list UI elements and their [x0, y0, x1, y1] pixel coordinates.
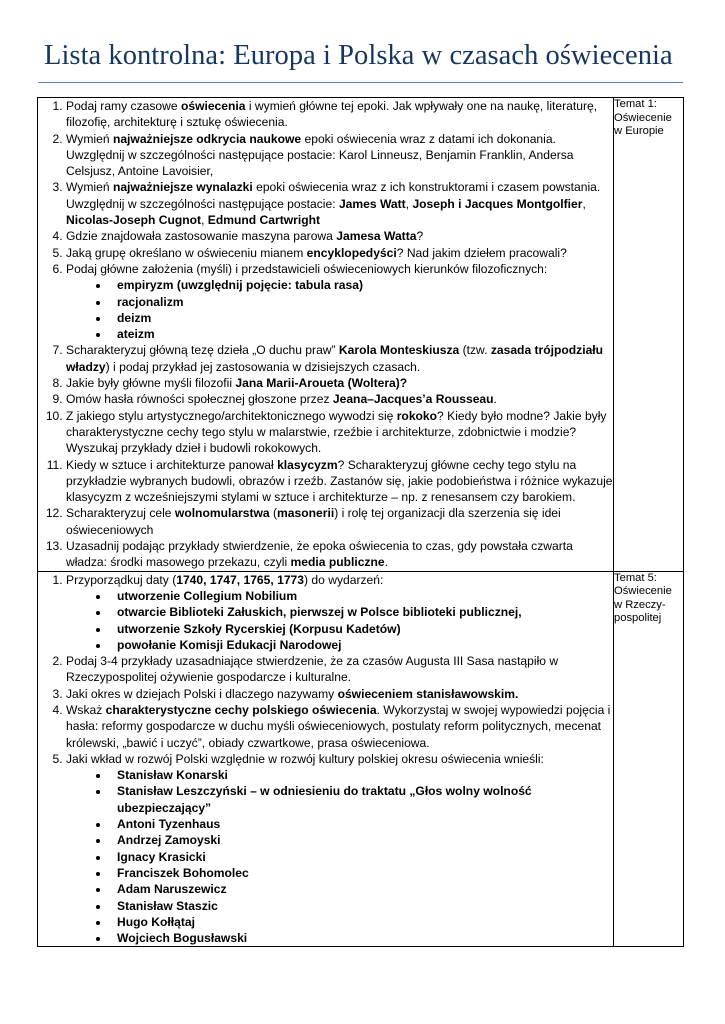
text-run: ,: [405, 196, 413, 211]
question-item: [66, 686, 613, 702]
bold-text: Jana Marii-Aroueta (Woltera)?: [235, 376, 408, 391]
text-run: Scharakteryzuj cele: [66, 506, 175, 521]
text-run: Jakie były główne myśli filozofii: [66, 376, 236, 391]
bullet-list: [66, 767, 613, 946]
question-item: [66, 408, 613, 457]
topic-line: pospolitej: [614, 612, 662, 625]
bold-text: Stanisław Konarski: [117, 768, 228, 783]
question-item: [66, 653, 613, 686]
question-item: [66, 98, 613, 131]
bold-text: Andrzej Zamoyski: [117, 833, 221, 848]
question-item: [66, 391, 613, 407]
bullet-item: [110, 277, 613, 293]
bold-text: Jeana–Jacques’a Rousseau: [332, 392, 494, 407]
text-run: Z jakiego stylu artystycznego/architektonicznego wywodzi się: [66, 408, 397, 423]
text-run: Przyporządkuj daty (: [66, 572, 177, 587]
questions-cell: [38, 98, 614, 572]
topic-cell: [614, 571, 684, 947]
bullet-list: [66, 588, 613, 653]
bold-text: Stanisław Leszczyński: [117, 784, 247, 799]
bullet-item: [110, 832, 613, 848]
page-title: Lista kontrolna: Europa i Polska w czasach oświecenia: [44, 40, 673, 71]
bold-text: James Watt: [338, 196, 406, 211]
topic-line: w Rzeczy-: [614, 598, 666, 611]
text-run: epoki oświecenia wraz z datami ich dokonania. Uwzględnij w szczególności następujące postacie: Karol Linneusz, Benjamin Franklin, Andersa Celsjusz, Antoine Lavoisier,: [66, 131, 574, 179]
bullet-item: [110, 914, 613, 930]
bold-text: Wojciech Bogusławski: [117, 931, 248, 946]
topic-line: w Europie: [614, 125, 664, 138]
topic-cell: [614, 98, 684, 572]
question-item: [66, 505, 613, 538]
text-run: ) do wydarzeń:: [304, 572, 384, 587]
text-run: (uwzględnij pojęcie: tabula rasa): [173, 278, 363, 293]
question-item: [66, 261, 613, 342]
bold-text: empiryzm: [117, 278, 174, 293]
bullet-item: [110, 816, 613, 832]
question-item: [66, 538, 613, 571]
bullet-item: [110, 783, 613, 816]
text-run: ?: [416, 229, 424, 244]
text-run: Uzasadnij podając przykłady stwierdzenie, że epoka oświecenia to czas, gdy powstała czwarta władza: środki masowego przekazu, czyli: [66, 539, 573, 570]
text-run: (: [269, 506, 278, 521]
question-item: [66, 702, 613, 751]
text-run: Jaką grupę określano w oświeceniu mianem: [66, 245, 307, 260]
question-item: [66, 245, 613, 261]
text-run: epoki oświecenia wraz z ich konstruktorami i czasem powstania. Uwzględnij w szczególności następujące postacie:: [66, 180, 601, 211]
text-run: ) i podaj przykład jej zastosowania w dzisiejszych czasach.: [105, 359, 421, 374]
text-run: Wskaż: [66, 702, 106, 717]
text-run: Podaj 3-4 przykłady uzasadniające stwierdzenie, że za czasów Augusta III Sasa nastąpiło w Rzeczypospolitej ożywienie gospodarcze i kulturalne.: [66, 654, 559, 685]
bullet-item: [110, 637, 613, 653]
bold-text: charakterystyczne cechy polskiego oświecenia: [105, 702, 377, 717]
bold-text: najważniejsze odkrycia naukowe: [112, 131, 302, 146]
topic-label: [614, 98, 683, 139]
topic-label: [614, 572, 683, 626]
bold-text: rokoko: [396, 408, 438, 423]
bullet-item: [110, 604, 613, 620]
question-list: [38, 98, 613, 571]
text-run: ? Kiedy było modne? Jakie były charakterystyczne cechy tego stylu w malarstwie, rzeźbie i architekturze, zdobnictwie i modzie? Wyszukaj przykłady dzieł i budowli rokokowych.: [66, 408, 607, 456]
title-underline: [38, 82, 683, 83]
text-run: Jaki okres w dziejach Polski i dlaczego nazywamy: [66, 686, 338, 701]
text-run: – w odniesieniu do traktatu: [246, 784, 410, 799]
text-run: Scharakteryzuj główną tezę dzieła „O duchu praw”: [66, 343, 339, 358]
text-run: ) i rolę tej organizacji dla szerzenia się idei oświeceniowych: [66, 506, 561, 537]
bold-text: Nicolas-Joseph Cugnot: [66, 213, 202, 228]
bold-text: ateizm: [117, 327, 155, 342]
text-run: Kiedy w sztuce i architekturze panował: [66, 457, 278, 472]
bold-text: racjonalizm: [117, 294, 184, 309]
topic-line: Temat 1:: [614, 98, 657, 110]
bold-text: „Głos wolny wolność ubezpieczający”: [117, 784, 532, 815]
bold-text: media publiczne: [290, 555, 385, 570]
bold-text: Franciszek Bohomolec: [117, 865, 249, 880]
bold-text: zasada trójpodziału władzy: [66, 343, 604, 374]
bold-text: najważniejsze wynalazki: [112, 180, 253, 195]
bullet-item: [110, 930, 613, 946]
bullet-item: [110, 294, 613, 310]
bullet-list: [66, 277, 613, 342]
bold-text: masonerii: [277, 506, 335, 521]
bold-text: utworzenie Collegium Nobilium: [117, 588, 298, 603]
bold-text: Karola Monteskiusza: [338, 343, 460, 358]
text-run: Wymień: [66, 180, 113, 195]
question-item: [66, 228, 613, 244]
text-run: Podaj ramy czasowe: [66, 99, 181, 113]
bold-text: oświecenia: [180, 99, 246, 113]
question-item: [66, 572, 613, 653]
bold-text: deizm: [117, 310, 152, 325]
question-item: [66, 342, 613, 375]
question-item: [66, 179, 613, 228]
bullet-item: [110, 310, 613, 326]
topic-line: Oświecenie: [614, 585, 672, 598]
bold-text: encyklopedyści: [306, 245, 397, 260]
bold-text: Hugo Kołłątaj: [117, 914, 195, 929]
text-run: i wymień główne tej epoki. Jak wpływały one na naukę, literaturę, filozofię, architekturę i sztukę oświecenia.: [66, 99, 598, 130]
bold-text: Antoni Tyzenhaus: [117, 817, 221, 832]
bullet-item: [110, 898, 613, 914]
bold-text: Adam Naruszewicz: [117, 882, 227, 897]
topic-line: Temat 5:: [614, 571, 657, 584]
text-run: ? Scharakteryzuj główne cechy tego stylu na przykładzie wybranych budowli, obrazów i rzeźb. Zastanów się, jakie podobieństwa i różnice wykazuje klasycyzm z wcześniejszymi stylami w sztuce i architekturze – np. z renesansem czy barokiem.: [66, 457, 613, 505]
bullet-item: [110, 588, 613, 604]
text-run: ,: [582, 196, 586, 211]
text-run: (tzw.: [459, 343, 491, 358]
question-item: [66, 375, 613, 391]
bold-text: powołanie Komisji Edukacji Narodowej: [117, 637, 342, 652]
bold-text: Jamesa Watta: [336, 229, 417, 244]
text-run: . Wykorzystaj w swojej wypowiedzi pojęcia i hasła: reformy gospodarcze w duchu myśli oświeceniowych, postulaty reform politycznych, mecenat królewski, „bawić i uczyć”, obiady czwartkowe, prasa oświeceniowa.: [66, 702, 611, 750]
topic-line: Oświecenie: [614, 111, 672, 124]
text-run: Gdzie znajdowała zastosowanie maszyna parowa: [66, 229, 337, 244]
bullet-item: [110, 881, 613, 897]
checklist-table: [37, 97, 684, 947]
bold-text: otwarcie Biblioteki Załuskich, pierwszej w Polsce biblioteki publicznej,: [117, 605, 522, 620]
bold-text: Joseph i Jacques Montgolfier: [412, 196, 583, 211]
text-run: .: [384, 555, 388, 570]
section-row: [38, 98, 684, 572]
question-item: [66, 131, 613, 180]
question-list: [38, 572, 613, 947]
questions-cell: [38, 571, 614, 947]
text-run: Podaj główne założenia (myśli) i przedstawicieli oświeceniowych kierunków filozoficznych:: [66, 261, 548, 276]
text-run: Jaki wkład w rozwój Polski względnie w rozwój kultury polskiej okresu oświecenia wnieśli:: [66, 751, 544, 766]
bold-text: utworzenie Szkoły Rycerskiej (Korpusu Kadetów): [117, 621, 401, 636]
text-run: Omów hasła równości społecznej głoszone przez: [66, 392, 333, 407]
bold-text: Stanisław Staszic: [117, 898, 218, 913]
bold-text: wolnomularstwa: [174, 506, 270, 521]
bold-text: 1740, 1747, 1765, 1773: [176, 572, 305, 587]
bullet-item: [110, 849, 613, 865]
section-row: [38, 571, 684, 947]
text-run: Wymień: [66, 131, 113, 146]
bold-text: klasycyzm: [277, 457, 338, 472]
bullet-item: [110, 621, 613, 637]
bullet-item: [110, 767, 613, 783]
bullet-item: [110, 326, 613, 342]
text-run: ? Nad jakim dziełem pracowali?: [396, 245, 567, 260]
bold-text: oświeceniem stanisławowskim.: [337, 686, 519, 701]
bold-text: Ignacy Krasicki: [117, 849, 206, 864]
text-run: .: [493, 392, 497, 407]
bullet-item: [110, 865, 613, 881]
question-item: [66, 751, 613, 947]
text-run: ,: [201, 213, 208, 228]
bold-text: Edmund Cartwright: [207, 213, 320, 228]
question-item: [66, 457, 613, 506]
